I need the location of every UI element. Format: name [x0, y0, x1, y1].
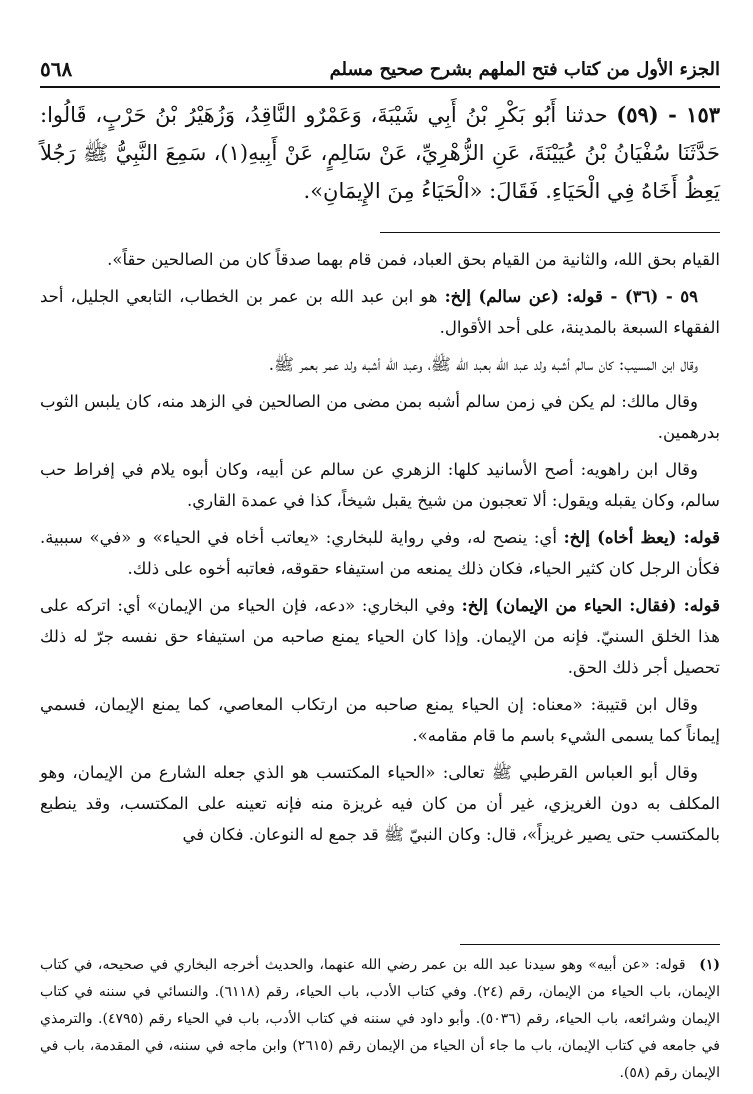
commentary-paragraph	[40, 386, 720, 448]
commentary-paragraph	[40, 522, 720, 584]
commentary-paragraph	[40, 454, 720, 516]
commentary-text: وقال ابن راهويه: أصح الأسانيد كلها: الزهري عن سالم عن أبيه، وكان أبوه يلام في إفراط حب سالم، وكان يقبله ويقول: ألا تعجبون من شيخ يقبل شيخاً، كذا في عمدة القاري.	[40, 460, 720, 510]
commentary-text: هو ابن عبد الله بن عمر بن الخطاب، التابعي الجليل، أحد الفقهاء السبعة بالمدينة، على أحد الأقوال.	[40, 287, 720, 337]
commentary-lead: ٥٩ - (٣٦) - قوله: (عن سالم) إلخ:	[444, 287, 698, 306]
commentary-text: وقال مالك: لم يكن في زمن سالم أشبه بمن مضى من الصالحين في الزهد منه، كان يلبس الثوب بدرهمين.	[40, 392, 720, 442]
commentary-paragraph	[40, 281, 720, 343]
header-title: الجزء الأول من كتاب فتح الملهم بشرح صحيح مسلم	[329, 58, 720, 80]
commentary-text: أي: ينصح له، وفي رواية للبخاري: «يعاتب أخاه في الحياء» و «في» سببية. فكأن الرجل كان كثير الحياء، فكان ذلك يمنعه من استيفاء حقوقه، فعاتبه أخوه على ذلك.	[40, 528, 720, 578]
page-number: ٥٦٨	[40, 57, 73, 81]
commentary-paragraph	[40, 244, 720, 275]
commentary-paragraph	[40, 590, 720, 683]
hadith-body: حدثنا أَبُو بَكْرِ بْنُ أَبِي شَيْبَةَ، وَعَمْرٌو النَّاقِدُ، وَزُهَيْرُ بْنُ حَرْبٍ، قَالُوا: حَدَّثَنَا سُفْيَانُ بْنُ عُيَيْنَةَ، عَنِ الزُّهْرِيِّ، عَنْ سَالِمٍ، عَنْ أَبِيهِ(١)، سَمِعَ النَّبِيُّ ﷺ رَجُلاً يَعِظُ أَخَاهُ فِي الْحَيَاءِ. فَقَالَ: «الْحَيَاءُ مِنَ الإِيمَانِ».	[40, 103, 720, 203]
commentary-paragraph	[40, 349, 720, 380]
footnote-text: قوله: «عن أبيه» وهو سيدنا عبد الله بن عمر رضي الله عنهما، والحديث أخرجه البخاري في صحيحه، في كتاب الإيمان، باب الحياء من الإيمان، رقم (٢٤). وفي كتاب الأدب، باب الحياء، رقم (٦١١٨). والنسائي في سننه في كتاب الإيمان وشرائعه، باب الحياء، رقم (٥٠٣٦). وأبو داود في سننه في كتاب الأدب، باب في الحياء رقم (٤٧٩٥). والترمذي في جامعه في كتاب الإيمان، باب ما جاء أن الحياء من الإيمان رقم (٢٦١٥) وابن ماجه في سننه، في المقدمة، باب في الإيمان رقم (٥٨).	[40, 957, 720, 1081]
commentary-text: وفي البخاري: «دعه، فإن الحياء من الإيمان» أي: اتركه على هذا الخلق السنيّ. فإنه من الإيمان. وإذا كان الحياء يمنع صاحبه من استيفاء حق نفسه جرّ له ذلك تحصيل أجر ذلك الحق.	[40, 596, 720, 677]
hadith-number: ١٥٣ - (٥٩)	[616, 102, 721, 127]
commentary	[40, 244, 720, 856]
commentary-paragraph	[40, 689, 720, 751]
commentary-lead: قوله: (يعظ أخاه) إلخ:	[563, 528, 721, 547]
footnote	[40, 952, 720, 1087]
commentary-text: وقال ابن قتيبة: «معناه: إن الحياء يمنع صاحبه من ارتكاب المعاصي، كما يمنع الإيمان، فسمي إيماناً كما يسمى الشيء باسم ما قام مقامه».	[40, 695, 720, 745]
commentary-paragraph	[40, 757, 720, 850]
section-divider	[380, 232, 720, 233]
footnote-marker: (١)	[699, 957, 721, 973]
commentary-text: وقال ابن المسيب: كان سالم أشبه ولد عبد الله بعبد الله ﷺ، وعبد الله أشبه ولد عمر بعمر ﷺ.	[268, 355, 698, 374]
footnote-divider	[460, 944, 720, 945]
commentary-text: القيام بحق الله، والثانية من القيام بحق العباد، فمن قام بهما صدقاً كان من الصالحين حقاً».	[107, 250, 720, 269]
running-header	[40, 52, 720, 88]
commentary-lead: قوله: (فقال: الحياء من الإيمان) إلخ:	[461, 596, 720, 615]
commentary-text: وقال أبو العباس القرطبي ﷺ تعالى: «الحياء المكتسب هو الذي جعله الشارع من الإيمان، وهو المكلف به دون الغريزي، غير أن من كان فيه غريزة منه فإنه تعينه على المكتسب، وقد ينطبع بالمكتسب حتى يصير غريزاً»، قال: وكان النبيّ ﷺ قد جمع له النوعان. فكان في	[40, 763, 720, 844]
hadith-text	[40, 96, 720, 210]
